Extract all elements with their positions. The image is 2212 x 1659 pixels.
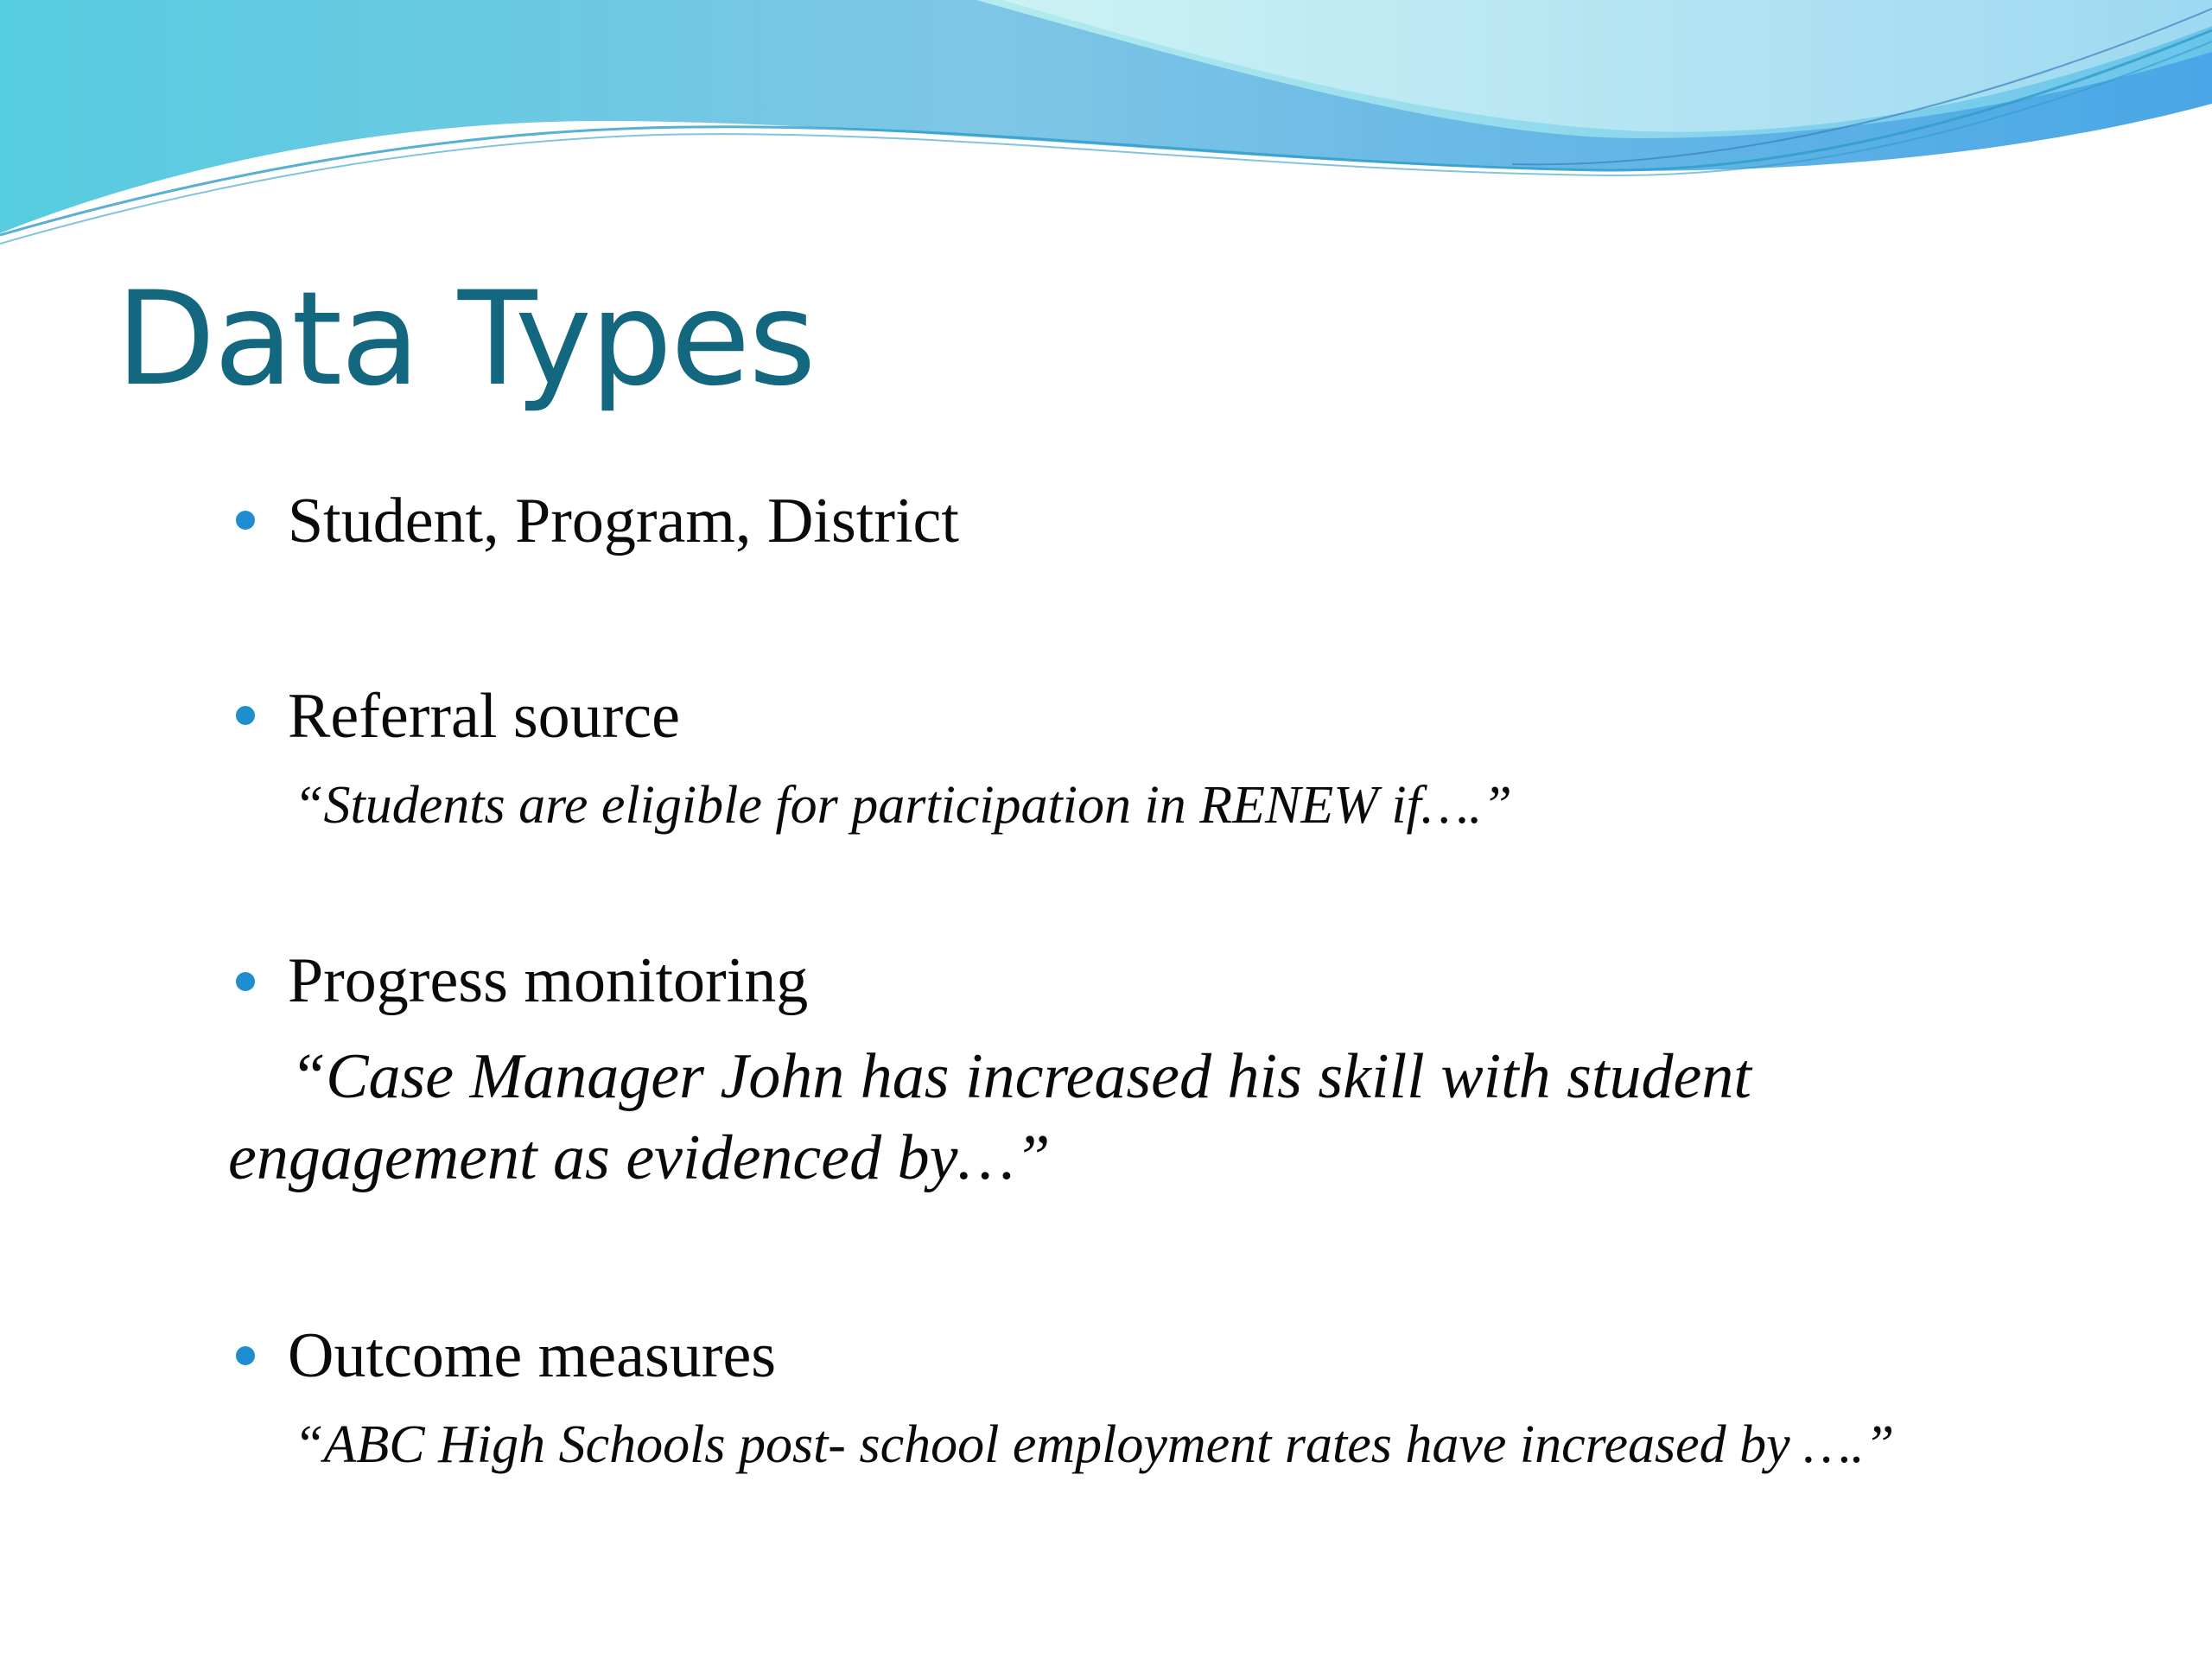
- bullet-1-label: Student, Program, District: [288, 486, 959, 556]
- slide-title: Data Types: [116, 264, 815, 415]
- bullet-4-quote: “ABC High Schools post- school employment rates have increased by ….”: [294, 1415, 1895, 1474]
- bullet-3-dot: [236, 972, 255, 991]
- bullet-3-label: Progress monitoring: [288, 945, 809, 1016]
- bullet-1-dot: [236, 511, 255, 530]
- bullet-3-quote-line-2: engagement as evidenced by…”: [228, 1122, 1051, 1193]
- bullet-4-dot: [236, 1346, 255, 1365]
- bullet-2-dot: [236, 706, 255, 725]
- header-wave-decoration: [0, 0, 2212, 276]
- bullet-3-quote-line-1: “Case Manager John has increased his skill with student: [290, 1041, 1751, 1112]
- bullet-2-quote: “Students are eligible for participation in RENEW if….”: [294, 776, 1512, 835]
- bullet-4-label: Outcome measures: [288, 1320, 777, 1391]
- bullet-2-label: Referral source: [288, 681, 681, 752]
